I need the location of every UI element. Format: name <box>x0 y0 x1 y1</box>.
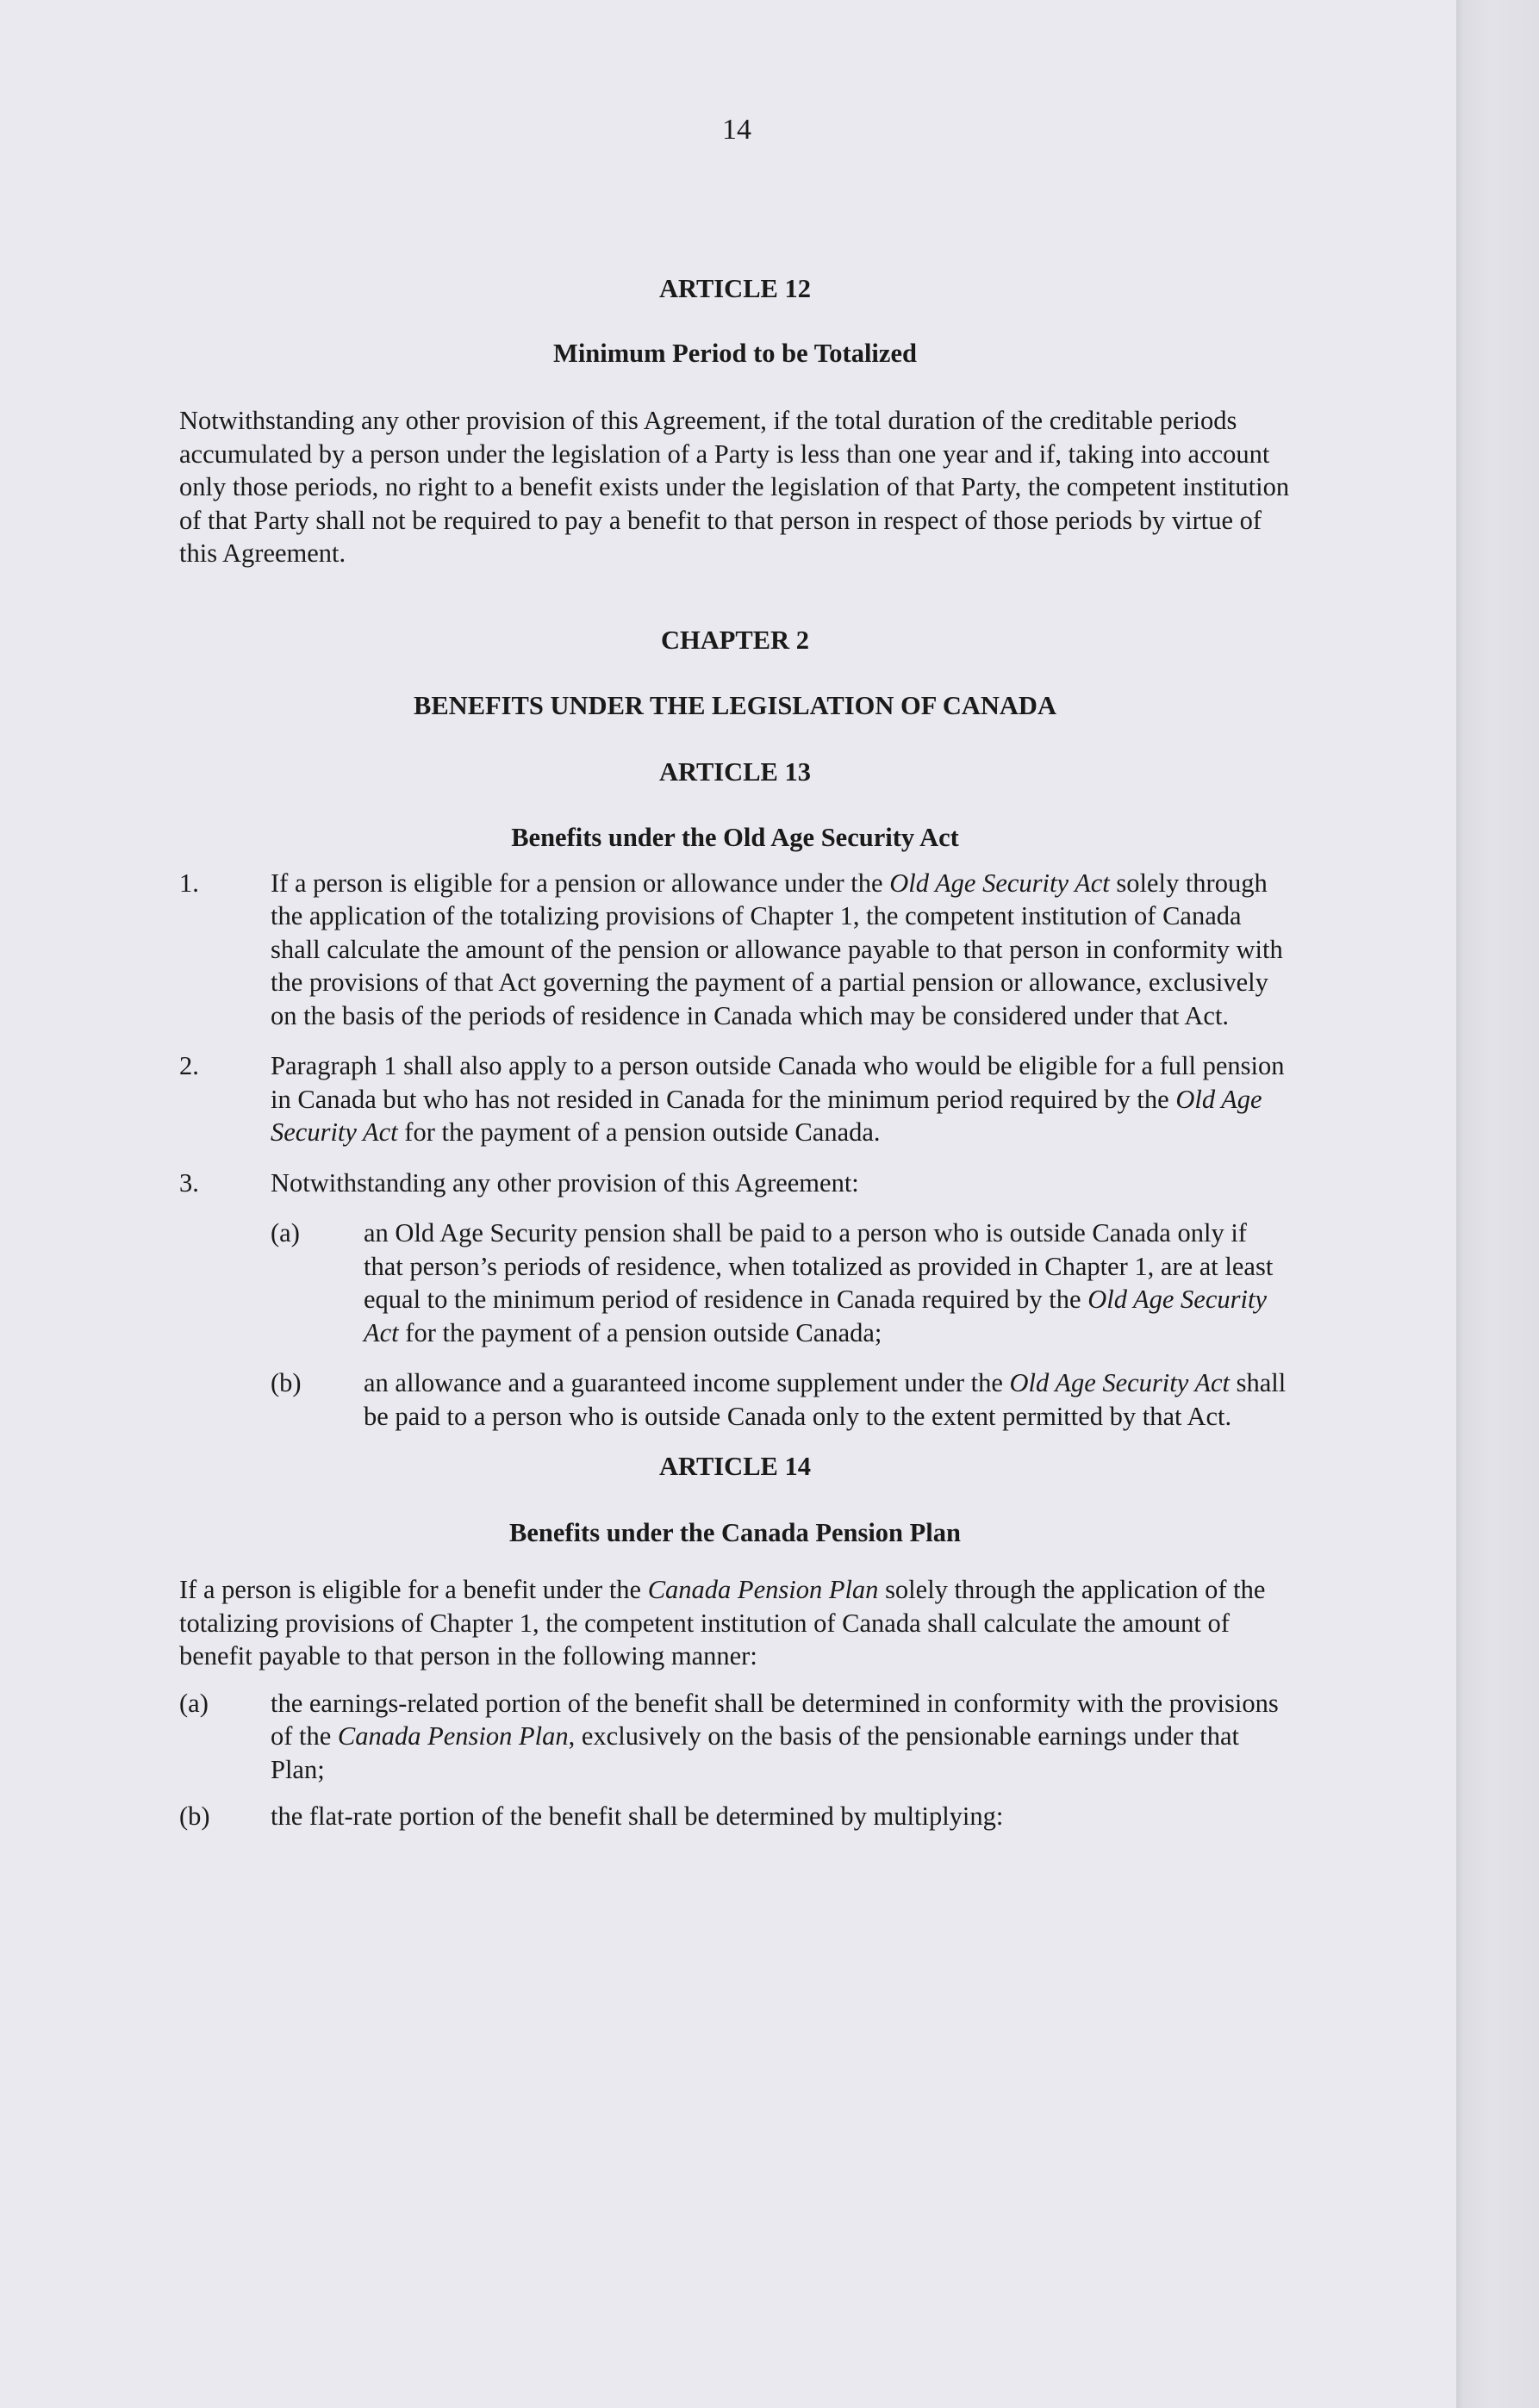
text-run: for the payment of a pension outside Canada; <box>398 1317 882 1347</box>
text-run: an allowance and a guaranteed income supplement under the <box>364 1368 1010 1397</box>
paragraph-number: 2. <box>179 1051 199 1080</box>
subparagraph-letter: (a) <box>271 1218 300 1248</box>
article-14-item-a <box>179 1687 1291 1787</box>
paragraph-text <box>271 867 1291 1033</box>
article-12-title: ARTICLE 12 <box>658 274 812 303</box>
article-13-paragraph-3a <box>271 1216 1291 1349</box>
text-run: shall be paid to a person who is outside Canada only to the extent permitted by that Act. <box>364 1368 1287 1431</box>
paragraph-text <box>271 1049 1291 1149</box>
article-14-item-b <box>179 1800 1291 1833</box>
text-run: If a person is eligible for a benefit under the <box>179 1575 648 1604</box>
text-run: If a person is eligible for a pension or allowance under the <box>271 868 890 898</box>
item-letter: (a) <box>179 1688 209 1718</box>
article-13-subtitle: Benefits under the Old Age Security Act <box>511 823 959 852</box>
document-body <box>179 272 1291 1833</box>
text-run: Paragraph 1 shall also apply to a person outside Canada who would be eligible for a full pension in Canada but who has not resided in Canada for the minimum period required by the <box>271 1051 1285 1114</box>
chapter-2-title: CHAPTER 2 <box>661 625 809 655</box>
article-14-title: ARTICLE 14 <box>658 1452 812 1481</box>
text-run: the earnings-related portion of the benefit shall be determined in conformity with the provisions of the <box>271 1688 1279 1751</box>
subparagraph-text <box>364 1216 1291 1349</box>
subparagraph-text <box>364 1366 1291 1433</box>
article-13-paragraph-3b <box>271 1366 1291 1433</box>
act-title: Old Age Security Act <box>271 1084 1262 1147</box>
plan-title: Canada Pension Plan <box>337 1721 569 1751</box>
subparagraph-letter: (b) <box>271 1368 302 1397</box>
paragraph-text: Notwithstanding any other provision of this Agreement: <box>271 1167 859 1198</box>
article-13-paragraph-3 <box>179 1167 1291 1200</box>
text-run: , exclusively on the basis of the pensionable earnings under that Plan; <box>271 1721 1240 1784</box>
paragraph-number: 3. <box>179 1167 199 1198</box>
text-run: solely through the application of the totalizing provisions of Chapter 1, the competent institution of Canada shall calculate the amount of the pension or allowance payable to that person in conformity with the provisions of that Act governing the payment of a partial pension or allowance, exclusively on the basis of the periods of residence in Canada which may be considered under that Act. <box>271 868 1283 1030</box>
chapter-2-subtitle: BENEFITS UNDER THE LEGISLATION OF CANADA <box>414 691 1056 720</box>
article-14-subtitle: Benefits under the Canada Pension Plan <box>509 1517 961 1547</box>
article-13-paragraph-2 <box>179 1049 1291 1149</box>
text-run: for the payment of a pension outside Canada. <box>397 1117 881 1147</box>
article-12-body: Notwithstanding any other provision of this Agreement, if the total duration of the creditable periods accumulated by a person under the legislation of a Party is less than one year and if, taking into account only those periods, no right to a benefit exists under the legislation of that Party, the competent institution of that Party shall not be required to pay a benefit to that person in respect of those periods by virtue of this Agreement. <box>179 406 1290 568</box>
item-text: the flat-rate portion of the benefit shall be determined by multiplying: <box>271 1801 1004 1831</box>
act-title: Old Age Security Act <box>889 868 1110 898</box>
text-run: solely through the application of the totalizing provisions of Chapter 1, the competent institution of Canada shall calculate the amount of benefit payable to that person in the following manner: <box>179 1575 1266 1671</box>
act-title: Old Age Security Act <box>1009 1368 1230 1397</box>
item-text <box>271 1687 1291 1787</box>
text-run: an Old Age Security pension shall be paid to a person who is outside Canada only if that person’s periods of residence, when totalized as provided in Chapter 1, are at least equal to the minimum period of residence in Canada required by the <box>364 1218 1274 1314</box>
article-14-intro <box>179 1573 1291 1673</box>
article-13-paragraph-1 <box>179 867 1291 1033</box>
page-binding-edge <box>1456 0 1539 2408</box>
item-letter: (b) <box>179 1801 210 1831</box>
paragraph-number: 1. <box>179 868 199 898</box>
act-title: Old Age Security Act <box>364 1285 1267 1347</box>
page-number: 14 <box>722 114 751 146</box>
article-12-subtitle: Minimum Period to be Totalized <box>553 338 917 368</box>
plan-title: Canada Pension Plan <box>647 1575 879 1604</box>
article-13-title: ARTICLE 13 <box>658 756 812 787</box>
